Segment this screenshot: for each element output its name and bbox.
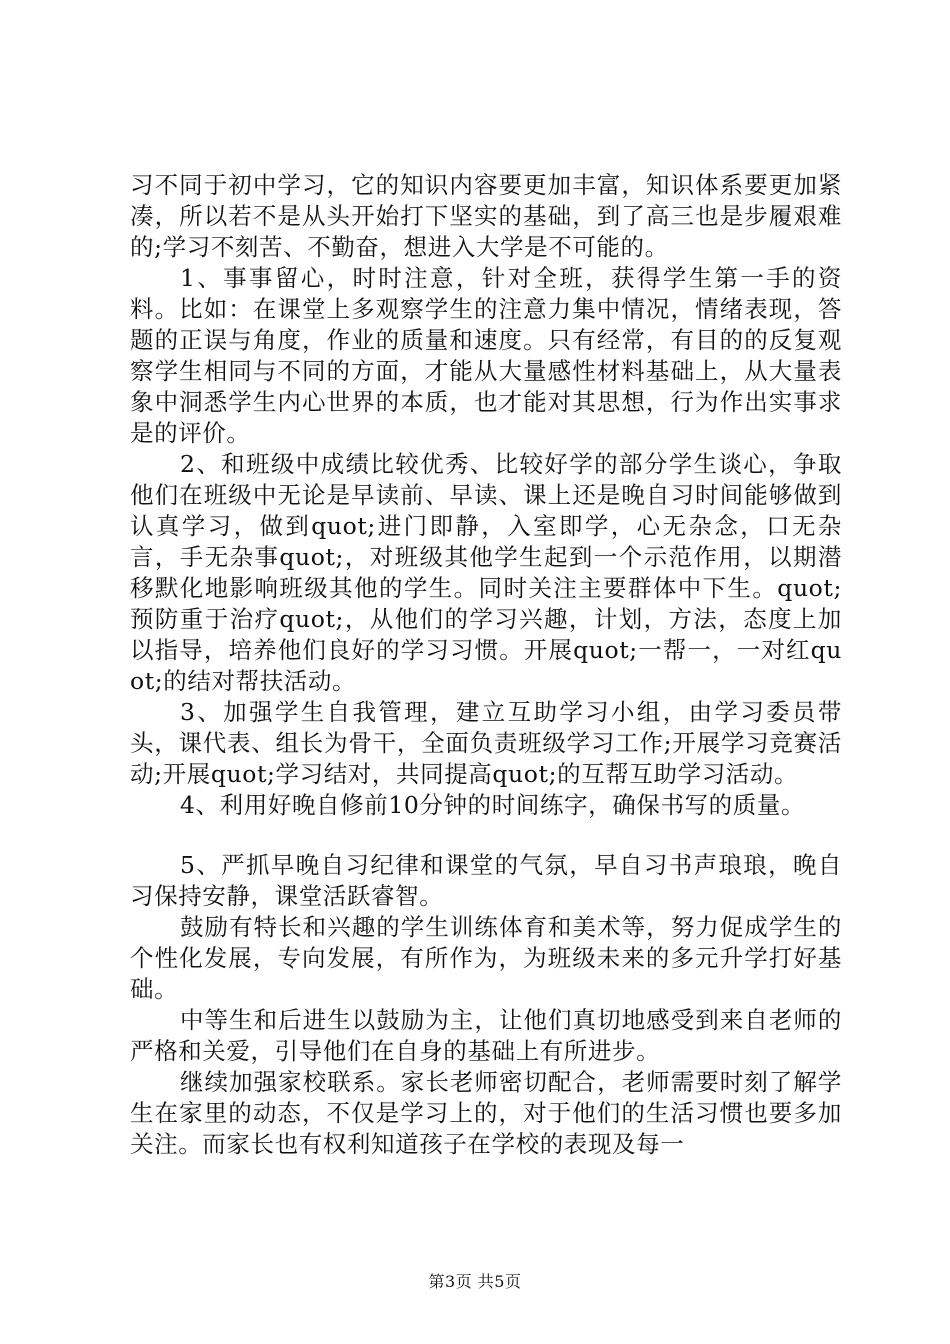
paragraph-item-1: 1、事事留心，时时注意，针对全班，获得学生第一手的资料。比如：在课堂上多观察学生的注意力集中情况，情绪表现，答题的正误与角度，作业的质量和速度。只有经常，有目的的反复观察学生相同与不同的方面，才能从大量感性材料基础上，从大量表象中洞悉学生内心世界的本质，也才能对其思想，行为作出实事求是的评价。 bbox=[130, 264, 842, 447]
paragraph-item-4: 4、利用好晚自修前10分钟的时间练字，确保书写的质量。 bbox=[180, 791, 806, 819]
page-number-footer: 第3页 共5页 bbox=[428, 1272, 522, 1291]
document-body bbox=[130, 170, 842, 1160]
paragraph-middle-students: 中等生和后进生以鼓励为主，让他们真切地感受到来自老师的严格和关爱，引导他们在自身的基础上有所进步。 bbox=[130, 1006, 842, 1065]
paragraph-encourage-talents: 鼓励有特长和兴趣的学生训练体育和美术等，努力促成学生的个性化发展，专向发展，有所作为，为班级未来的多元升学打好基础。 bbox=[130, 913, 842, 1003]
paragraph-item-2: 2、和班级中成绩比较优秀、比较好学的部分学生谈心，争取他们在班级中无论是早读前、早读、课上还是晚自习时间能够做到认真学习，做到quot;进门即静，入室即学，心无杂念，口无杂言，手无杂事quot;，对班级其他学生起到一个示范作用，以期潜移默化地影响班级其他的学生。同时关注主要群体中下生。quot;预防重于治疗quot;，从他们的学习兴趣，计划，方法，态度上加以指导，培养他们良好的学习习惯。开展quot;一帮一，一对红quot;的结对帮扶活动。 bbox=[130, 450, 842, 695]
paragraph-item-5: 5、严抓早晚自习纪律和课堂的气氛，早自习书声琅琅，晚自习保持安静，课堂活跃睿智。 bbox=[130, 851, 842, 910]
paragraph-home-school: 继续加强家校联系。家长老师密切配合，老师需要时刻了解学生在家里的动态，不仅是学习上的，对于他们的生活习惯也要多加关注。而家长也有权利知道孩子在学校的表现及每一 bbox=[130, 1068, 842, 1158]
paragraph-item-3: 3、加强学生自我管理，建立互助学习小组，由学习委员带头，课代表、组长为骨干，全面负责班级学习工作;开展学习竞赛活动;开展quot;学习结对，共同提高quot;的互帮互助学习活动。 bbox=[130, 698, 842, 788]
paragraph-continuation: 习不同于初中学习，它的知识内容要更加丰富，知识体系要更加紧凑，所以若不是从头开始打下坚实的基础，到了高三也是步履艰难的;学习不刻苦、不勤奋，想进入大学是不可能的。 bbox=[130, 171, 842, 261]
